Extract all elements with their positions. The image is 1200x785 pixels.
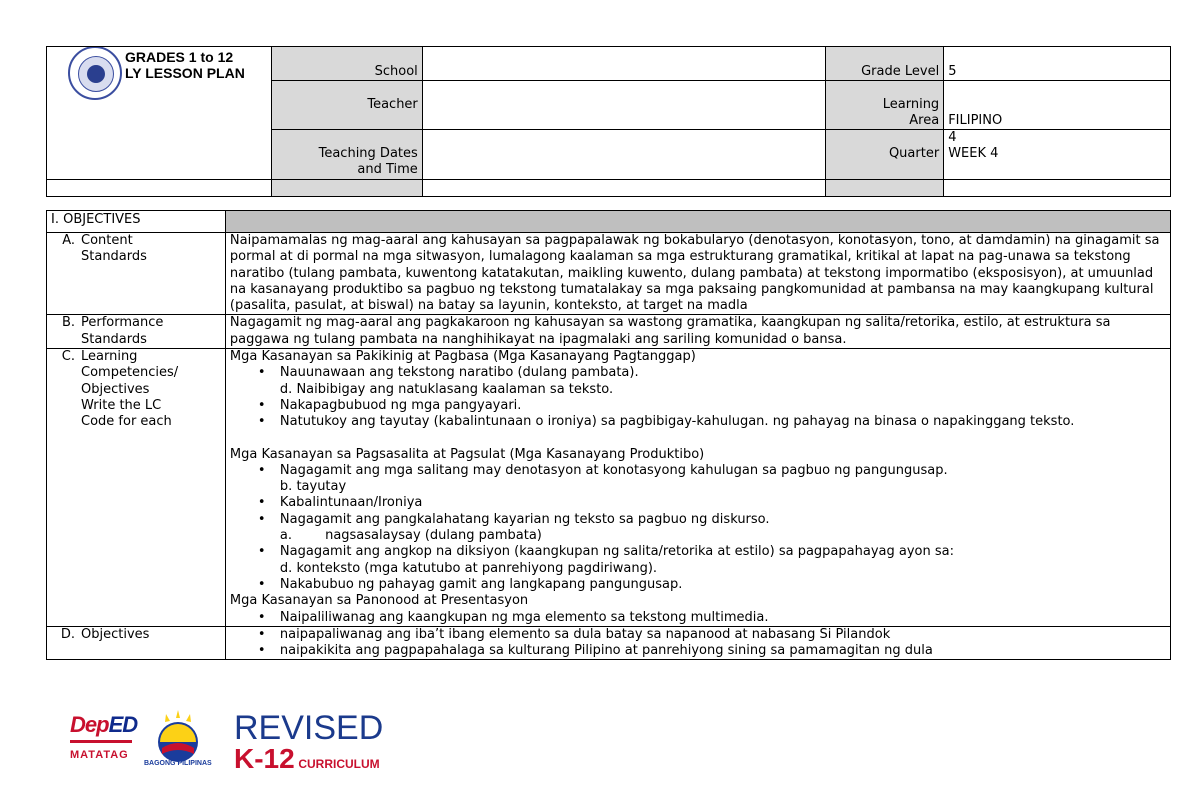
deped-matatag-logo xyxy=(70,712,137,761)
deped-dep-text: Dep xyxy=(70,712,109,737)
performance-standards-text: Nagagamit ng mag-aaral ang pagkakaroon ng kahusayan sa wastong gramatika, kaangkupan ng salita/retorika, estilo, at estruktura sa paggawa ng tulang pambata na nanghihikayat na ipagmalaki ang sariling komunidad o bansa. xyxy=(225,315,1170,349)
row-a-label xyxy=(47,233,226,315)
learning-area-label-line2: Area xyxy=(909,113,940,128)
row-b-letter: B. xyxy=(61,315,75,331)
title-line2: LY LESSON PLAN xyxy=(125,65,245,81)
objectives-list xyxy=(230,627,1166,660)
list-subitem: b. tayutay xyxy=(279,479,347,495)
header-table xyxy=(46,46,1171,197)
section-title-shading xyxy=(225,211,1170,233)
title-line1: GRADES 1 to 12 xyxy=(125,49,234,65)
list-item: • Nagagamit ang pangkalahatang kayarian ng teksto sa pagbuo ng diskurso. xyxy=(230,512,1166,528)
list-subitem: d. konteksto (mga katutubo at panrehiyong pagdiriwang). xyxy=(279,560,658,576)
bagong-pilipinas-logo xyxy=(148,708,208,768)
grade-level-label: Grade Level xyxy=(826,47,944,81)
bagong-pilipinas-text: BAGONG PILIPINAS xyxy=(144,760,212,767)
list-item: • Nagagamit ang mga salitang may denotasyon at konotasyong kahulugan sa pagbuo ng pangungusap. xyxy=(230,463,1166,479)
row-a-label-line2: Standards xyxy=(81,249,147,265)
list-item: • Naipaliliwanag ang kaangkupan ng mga elemento sa tekstong multimedia. xyxy=(230,610,1166,626)
quarter-number: 4 xyxy=(948,130,957,145)
row-c-label xyxy=(47,349,226,627)
group2-title: Mga Kasanayan sa Pagsasalita at Pagsulat (Mga Kasanayang Produktibo) xyxy=(229,446,705,462)
teaching-dates-label-line2: and Time xyxy=(357,162,418,177)
row-b-label-line1: Performance xyxy=(81,315,164,331)
teacher-value[interactable] xyxy=(422,81,825,130)
row-d-letter: D. xyxy=(60,626,75,642)
objectives-table xyxy=(46,210,1171,660)
quarter-value[interactable] xyxy=(944,130,1171,180)
list-item: • naipapaliwanag ang iba’t ibang elemento sa dula batay sa napanood at nabasang Si Pilandok xyxy=(230,627,1166,643)
teaching-dates-label xyxy=(271,130,422,180)
blank-cell xyxy=(271,180,422,197)
k12-text: K-12 xyxy=(234,743,295,774)
teaching-dates-label-line1: Teaching Dates xyxy=(318,146,418,161)
list-subitem: a. nagsasalaysay (dulang pambata) xyxy=(279,528,542,544)
row-c-label-line3: Objectives xyxy=(81,381,150,397)
row-c-label-line2: Competencies/ xyxy=(81,365,179,381)
group3-title: Mga Kasanayan sa Panonood at Presentasyon xyxy=(229,593,529,609)
row-c-label-line4: Write the LC xyxy=(81,397,162,413)
row-c-letter: C. xyxy=(61,349,75,365)
list-subitem: d. Naibibigay ang natuklasang kaalaman sa teksto. xyxy=(279,381,614,397)
learning-area-label-line1: Learning xyxy=(882,97,940,112)
revised-text: REVISED xyxy=(234,709,384,747)
row-a-letter: A. xyxy=(62,233,75,248)
curriculum-text: CURRICULUM xyxy=(298,757,380,771)
revised-k12-logo xyxy=(234,709,384,774)
group1-list xyxy=(230,365,1166,430)
blank-cell xyxy=(422,180,825,197)
teacher-label: Teacher xyxy=(271,81,422,130)
grade-level-value[interactable]: 5 xyxy=(944,47,1171,81)
group2-list xyxy=(230,463,1166,593)
learning-area-value[interactable]: FILIPINO xyxy=(944,81,1171,130)
content-standards-text: Naipamamalas ng mag-aaral ang kahusayan sa pagpapalawak ng bokabularyo (denotasyon, konotasyon, tono, at damdamin) na ginagamit sa pormal at di pormal na mga sitwasyon, lumalagong kaalaman sa mga estrukturang gramatikal, kritikal at lapat na pag-unawa sa tekstong naratibo (tulang pambata, kuwentong katatakutan, maikling kuwento, dulang pambata) at tekstong impormatibo (eksposisyon), at umuunlad na kasanayang produktibo sa pagbuo ng tekstong tumatalakay sa mga paksaing pangkomunidad at pambansa na may kaangkupang kultural (pasalita, pasulat, at biswal) na batay sa layunin, konteksto, at target na madla xyxy=(225,233,1170,315)
header-title-cell xyxy=(47,47,272,180)
list-item: • Nagagamit ang angkop na diksiyon (kaangkupan ng salita/retorika at estilo) sa pagpapahayag ayon sa: xyxy=(230,544,1166,560)
school-label: School xyxy=(271,47,422,81)
list-item: • Nauunawaan ang tekstong naratibo (dulang pambata). xyxy=(230,365,1166,381)
quarter-week: WEEK 4 xyxy=(948,146,999,161)
competencies-cell xyxy=(225,349,1170,627)
group1-title: Mga Kasanayan sa Pakikinig at Pagbasa (Mga Kasanayang Pagtanggap) xyxy=(229,349,696,365)
objectives-cell xyxy=(225,626,1170,660)
section-title: I. OBJECTIVES xyxy=(47,211,226,233)
school-value[interactable] xyxy=(422,47,825,81)
row-b-label xyxy=(47,315,226,349)
row-a-label-line1: Content xyxy=(81,233,133,248)
learning-area-label xyxy=(826,81,944,130)
row-c-label-line1: Learning xyxy=(81,349,138,365)
row-d-label xyxy=(47,626,226,660)
blank-cell xyxy=(47,180,272,197)
teaching-dates-value[interactable] xyxy=(422,130,825,180)
matatag-text: MATATAG xyxy=(70,749,129,761)
row-c-label-line5: Code for each xyxy=(81,414,172,430)
group3-list xyxy=(230,610,1166,626)
deped-ed-text: ED xyxy=(108,712,138,737)
blank-cell xyxy=(826,180,944,197)
list-item: • naipakikita ang pagpapahalaga sa kulturang Pilipino at panrehiyong sining sa pamamagitan ng dula xyxy=(230,643,1166,659)
row-b-label-line2: Standards xyxy=(81,331,147,347)
list-item: • Kabalintunaan/Ironiya xyxy=(230,495,1166,511)
quarter-label: Quarter xyxy=(826,130,944,180)
row-d-label-text: Objectives xyxy=(81,626,150,642)
list-item: • Nakabubuo ng pahayag gamit ang langkapang pangungusap. xyxy=(230,577,1166,593)
blank-cell xyxy=(944,180,1171,197)
list-item: • Natutukoy ang tayutay (kabalintunaan o ironiya) sa pagbibigay-kahulugan. ng pahayag na binasa o napakinggang teksto. xyxy=(230,414,1166,430)
list-item: • Nakapagbubuod ng mga pangyayari. xyxy=(230,398,1166,414)
